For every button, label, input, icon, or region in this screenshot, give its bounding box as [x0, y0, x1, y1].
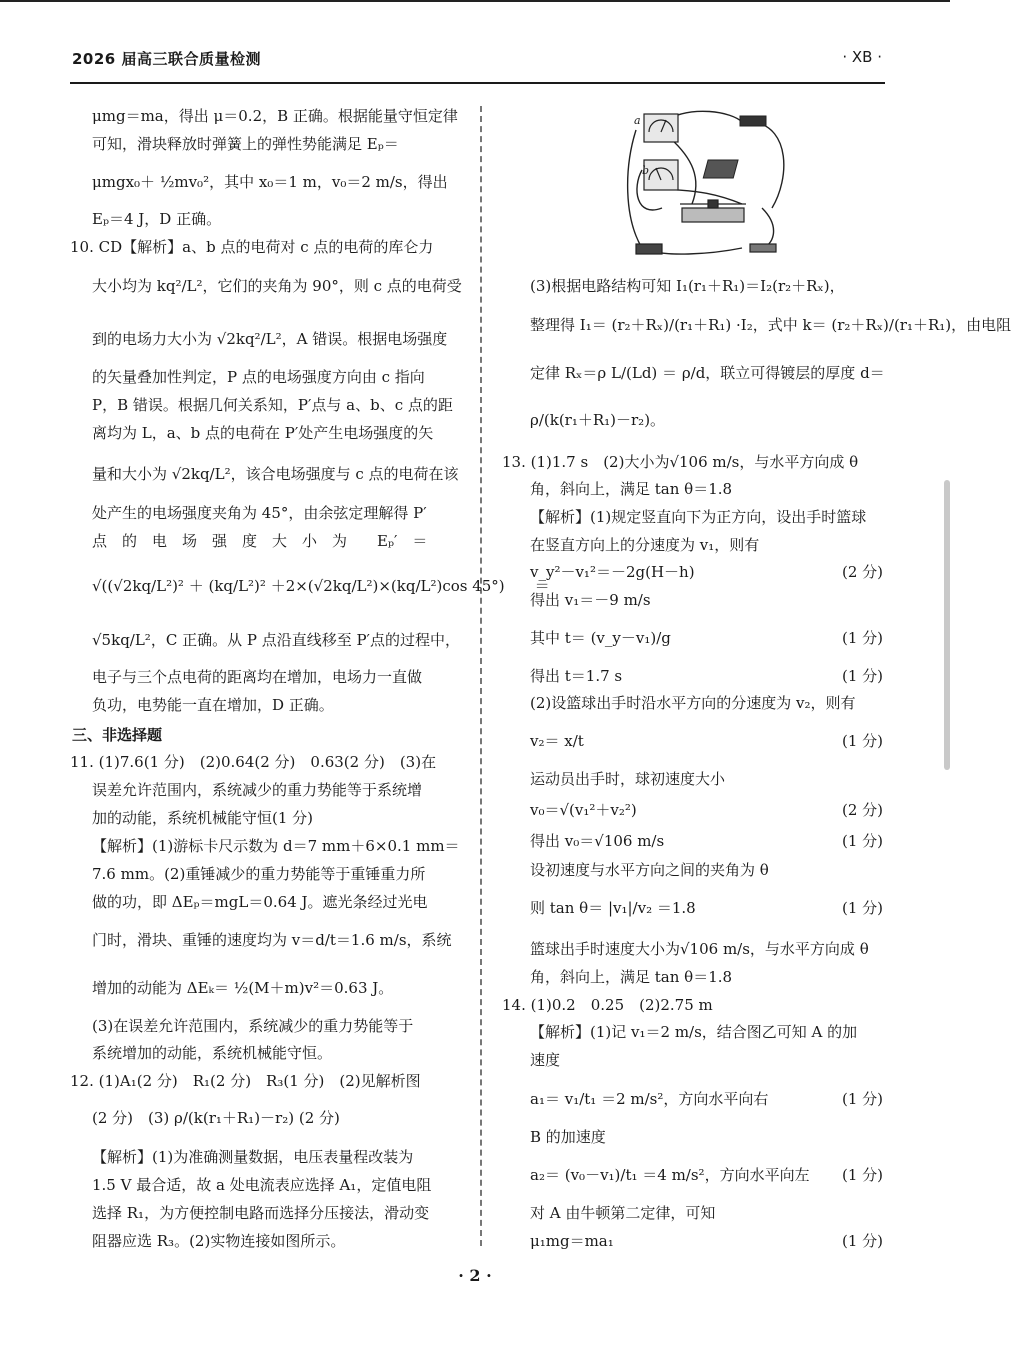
score: (1 分)	[842, 1090, 884, 1108]
text-line: 离均为 L，a、b 点的电荷在 P′处产生电场强度的矢	[92, 424, 434, 442]
label-a: a	[634, 114, 641, 127]
text-line: 10. CD【解析】a、b 点的电荷对 c 点的电荷的库仑力	[70, 238, 434, 256]
text-line: 【解析】(1)为准确测量数据，电压表量程改装为	[92, 1148, 414, 1166]
text-line: 设初速度与水平方向之间的夹角为 θ	[530, 861, 769, 879]
text-line: P，B 错误。根据几何关系知，P′点与 a、b、c 点的距	[92, 396, 453, 414]
score: (1 分)	[842, 1232, 884, 1250]
text-line: 速度	[530, 1051, 561, 1069]
score: (2 分)	[842, 563, 884, 581]
text-line: 可知，滑块释放时弹簧上的弹性势能满足 Eₚ＝	[92, 135, 399, 153]
score: (1 分)	[842, 732, 884, 750]
text-line: √5kq/L²，C 正确。从 P 点沿直线移至 P′点的过程中，	[92, 631, 460, 649]
score: (1 分)	[842, 629, 884, 647]
text-line: 【解析】(1)游标卡尺示数为 d＝7 mm＋6×0.1 mm＝	[92, 837, 460, 855]
text-line: (3)根据电路结构可知 I₁(r₁＋R₁)＝I₂(r₂＋Rₓ)，	[530, 277, 845, 295]
score: (1 分)	[842, 667, 884, 685]
text-line: 定律 Rₓ＝ρ L/(Ld) ＝ ρ/d，联立可得镀层的厚度 d＝	[530, 364, 885, 382]
wire	[754, 122, 784, 208]
ammeter-a	[644, 114, 678, 142]
text-line: μmg＝ma，得出 μ＝0.2，B 正确。根据能量守恒定律	[92, 107, 458, 125]
wire	[762, 208, 774, 248]
text-line: μ₁mg＝ma₁	[530, 1232, 614, 1250]
text-line: Eₚ＝4 J，D 正确。	[92, 210, 222, 228]
text-line: v₂＝ x/t	[530, 732, 584, 750]
score: (1 分)	[842, 1166, 884, 1184]
text-line: 处产生的电场强度夹角为 45°，由余弦定理解得 P′	[92, 504, 427, 522]
text-line: 12. (1)A₁(2 分) R₁(2 分) R₃(1 分) (2)见解析图	[70, 1072, 421, 1090]
text-line: 的矢量叠加性判定，P 点的电场强度方向由 c 指向	[92, 368, 425, 386]
text-line: 大小均为 kq²/L²，它们的夹角为 90°，则 c 点的电荷受	[92, 277, 462, 295]
section-heading: 三、非选择题	[72, 726, 163, 744]
text-line: 得出 v₁＝－9 m/s	[530, 591, 651, 609]
text-line: 则 tan θ＝ |v₁|/v₂ ＝1.8	[530, 899, 696, 917]
text-line: 负功，电势能一直在增加，D 正确。	[92, 696, 334, 714]
text-line: a₁＝ v₁/t₁ ＝2 m/s²，方向水平向右	[530, 1090, 769, 1108]
page-number: · 2 ·	[458, 1266, 492, 1285]
text-line: 14. (1)0.2 0.25 (2)2.75 m	[502, 996, 713, 1014]
text-line: 点 的 电 场 强 度 大 小 为 Eₚ′ ＝	[92, 532, 428, 550]
exam-code: · XB ·	[842, 48, 882, 66]
text-line: v_y²－v₁²＝－2g(H－h)	[530, 563, 695, 581]
score: (2 分)	[842, 801, 884, 819]
text-line: 对 A 由牛顿第二定律，可知	[530, 1204, 716, 1222]
text-line: 电子与三个点电荷的距离均在增加，电场力一直做	[92, 668, 423, 686]
text-line: 13. (1)1.7 s (2)大小为√106 m/s，与水平方向成 θ	[502, 453, 859, 471]
rheostat	[680, 200, 746, 222]
column-divider	[480, 106, 482, 1246]
label-b: b	[642, 164, 650, 177]
text-line: v₀＝√(v₁²＋v₂²)	[530, 801, 637, 819]
text-line: 其中 t＝ (v_y－v₁)/g	[530, 629, 671, 647]
text-line: 选择 R₁，为方便控制电路而选择分压接法，滑动变	[92, 1204, 430, 1222]
text-line: √((√2kq/L²)² ＋ (kq/L²)² ＋2×(√2kq/L²)×(kq/L²)cos 45°) ＝	[92, 577, 550, 595]
text-line: 系统增加的动能，系统机械能守恒。	[92, 1044, 333, 1062]
text-line: 整理得 I₁＝ (r₂＋Rₓ)/(r₁＋R₁) ·I₂，式中 k＝ (r₂＋Rₓ)/(r₁＋R₁)，由电阻	[530, 316, 1011, 334]
text-line: μmgx₀＋ ½mv₀²，其中 x₀＝1 m，v₀＝2 m/s，得出	[92, 173, 448, 191]
wire	[628, 130, 642, 248]
text-line: 门时，滑块、重锤的速度均为 v＝d/t＝1.6 m/s，系统	[92, 931, 452, 949]
sample-plate	[703, 160, 738, 178]
text-line: B 的加速度	[530, 1128, 606, 1146]
text-line: 运动员出手时，球初速度大小	[530, 770, 726, 788]
text-line: 量和大小为 √2kq/L²，该合电场强度与 c 点的电荷在该	[92, 465, 459, 483]
text-line: 【解析】(1)记 v₁＝2 m/s，结合图乙可知 A 的加	[530, 1023, 858, 1041]
text-line: (2)设篮球出手时沿水平方向的分速度为 v₂，则有	[530, 694, 856, 712]
text-line: (3)在误差允许范围内，系统减少的重力势能等于	[92, 1017, 414, 1035]
text-line: ρ/(k(r₁＋R₁)－r₂)。	[530, 411, 666, 429]
voltmeter-b	[644, 160, 678, 190]
text-line: 11. (1)7.6(1 分) (2)0.64(2 分) 0.63(2 分) (3)在	[70, 753, 437, 771]
circuit-diagram	[622, 108, 788, 260]
text-line: 得出 v₀＝√106 m/s	[530, 832, 665, 850]
text-line: 得出 t＝1.7 s	[530, 667, 623, 685]
top-border	[0, 0, 950, 2]
text-line: 到的电场力大小为 √2kq²/L²，A 错误。根据电场强度	[92, 330, 448, 348]
exam-title: 2026 届高三联合质量检测	[72, 50, 261, 68]
text-line: 阻器应选 R₃。(2)实物连接如图所示。	[92, 1232, 346, 1250]
score: (1 分)	[842, 899, 884, 917]
text-line: (2 分) (3) ρ/(k(r₁＋R₁)－r₂) (2 分)	[92, 1109, 340, 1127]
resistor-box	[740, 116, 766, 126]
scrollbar[interactable]	[944, 480, 950, 770]
text-line: 误差允许范围内，系统减少的重力势能等于系统增	[92, 781, 423, 799]
header-rule	[70, 82, 885, 84]
text-line: 1.5 V 最合适，故 a 处电流表应选择 A₁，定值电阻	[92, 1176, 432, 1194]
text-line: 7.6 mm。(2)重锤减少的重力势能等于重锤重力所	[92, 865, 426, 883]
text-line: 【解析】(1)规定竖直向下为正方向，设出手时篮球	[530, 508, 867, 526]
text-line: 增加的动能为 ΔEₖ＝ ½(M＋m)v²＝0.63 J。	[92, 979, 394, 997]
text-line: 在竖直方向上的分速度为 v₁，则有	[530, 536, 760, 554]
score: (1 分)	[842, 832, 884, 850]
text-line: 加的动能，系统机械能守恒(1 分)	[92, 809, 314, 827]
text-line: 角，斜向上，满足 tan θ＝1.8	[530, 968, 733, 986]
text-line: 角，斜向上，满足 tan θ＝1.8	[530, 480, 733, 498]
text-line: a₂＝ (v₀－v₁)/t₁ ＝4 m/s²，方向水平向左	[530, 1166, 810, 1184]
text-line: 做的功，即 ΔEₚ＝mgL＝0.64 J。遮光条经过光电	[92, 893, 428, 911]
text-line: 篮球出手时速度大小为√106 m/s，与水平方向成 θ	[530, 940, 869, 958]
